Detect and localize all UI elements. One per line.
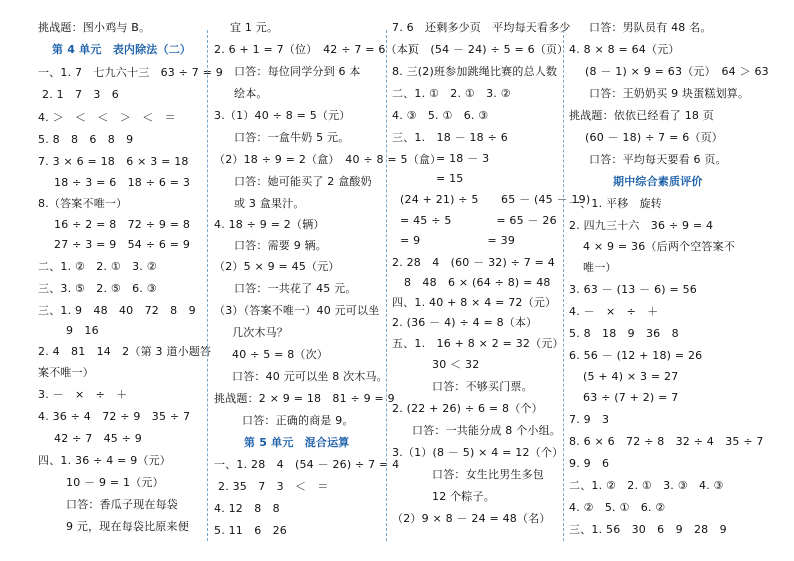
answer-line: 3. － × ÷ ＋	[38, 388, 128, 401]
answer-line: 2. 35 7 3 ＜ ＝	[218, 480, 329, 493]
answer-line: 5. 8 8 6 8 9	[38, 133, 134, 146]
answer-line: 9 元，现在每袋比原来便	[66, 520, 189, 533]
answer-line: 4. 12 8 8	[214, 502, 280, 515]
answer-line: 2. (36 － 4) ÷ 4 = 8（本）	[392, 316, 538, 329]
answer-line: 27 ÷ 3 = 9 54 ÷ 6 = 9	[54, 238, 191, 251]
answer-line: 口答：一盒牛奶 5 元。	[234, 131, 350, 144]
answer-line: 4 × 9 = 36（后两个空答案不	[583, 240, 736, 253]
answer-line: 口答：香瓜子现在每袋	[66, 498, 178, 511]
answer-line: 16 ÷ 2 = 8 72 ÷ 9 = 8	[54, 218, 191, 231]
answer-line: 7. 6 还剩多少页 平均每天看多少	[392, 21, 571, 34]
column-divider	[563, 30, 564, 541]
answer-line: 30 ＜ 32	[432, 358, 480, 371]
answer-line: 3.（1）(8 － 5) × 4 = 12（个）	[392, 446, 564, 459]
answer-line: 4. ＞ ＜ ＜ ＞ ＜ ＝	[38, 111, 176, 124]
answer-line: 口答：平均每天要看 6 页。	[589, 153, 727, 166]
answer-line: 7. 3 × 6 = 18 6 × 3 = 18	[38, 155, 189, 168]
answer-line: 四、1. 40 + 8 × 4 = 72（元）	[392, 296, 557, 309]
answer-line: = 45 ÷ 5 = 65 － 26	[400, 214, 557, 227]
section-heading: 第 5 单元 混合运算	[244, 436, 350, 449]
answer-line: 口答：她可能买了 2 盒酸奶	[234, 175, 372, 188]
answer-line: 5. 8 18 9 36 8	[569, 327, 679, 340]
answer-line: 口答：每位同学分到 6 本	[234, 65, 361, 78]
answer-line: 口答：一共能分成 8 个小组。	[412, 424, 561, 437]
column-divider	[207, 30, 208, 541]
answer-column-1	[38, 0, 224, 561]
answer-line: 二、1. ② 2. ① 3. ③ 4. ③	[569, 479, 724, 492]
answer-line: （2）18 ÷ 9 = 2（盒） 40 ÷ 8 = 5（盒）	[214, 153, 442, 166]
answer-line: 三、3. ⑤ 2. ⑤ 6. ③	[38, 282, 157, 295]
answer-line: 四、1. 36 ÷ 4 = 9（元）	[38, 454, 172, 467]
answer-line: (5 + 4) × 3 = 27	[583, 370, 679, 383]
answer-line: 挑战题：2 × 9 = 18 81 ÷ 9 = 9	[214, 392, 395, 405]
answer-line: 口答：40 元可以坐 8 次木马。	[232, 370, 388, 383]
answer-line: （2）9 × 8 － 24 = 48（名）	[392, 512, 551, 525]
answer-line: 40 ÷ 5 = 8（次）	[232, 348, 329, 361]
answer-line: 2. (22 + 26) ÷ 6 = 8（个）	[392, 402, 543, 415]
answer-line: 口答：王奶奶买 9 块蛋糕划算。	[589, 87, 750, 100]
answer-line: 63 ÷ (7 + 2) = 7	[583, 391, 679, 404]
answer-line: 4. 8 × 8 = 64（元）	[569, 43, 680, 56]
answer-line: 8 48 6 × (64 ÷ 8) = 48	[404, 276, 551, 289]
answer-line: 或 3 盒果汁。	[234, 197, 305, 210]
answer-line: 9 16	[66, 324, 99, 337]
answer-line: 3.（1）40 ÷ 8 = 5（元）	[214, 109, 351, 122]
answer-line: 2. 6 + 1 = 7（位） 42 ÷ 7 = 6（本）	[214, 43, 420, 56]
answer-line: 4. ③ 5. ① 6. ③	[392, 109, 489, 122]
answer-line: 挑战题：图小鸡与 B。	[38, 21, 151, 34]
answer-line: 挑战题：依依已经看了 18 页	[569, 109, 714, 122]
answer-line: 几次木马？	[232, 326, 288, 339]
answer-line: 4. ② 5. ① 6. ②	[569, 501, 666, 514]
section-heading: 期中综合素质评价	[613, 175, 703, 188]
answer-line: 42 ÷ 7 45 ÷ 9	[54, 432, 143, 445]
answer-line: (24 + 21) ÷ 5 65 － (45 － 19)	[400, 193, 591, 206]
answer-line: 5. 11 6 26	[214, 524, 287, 537]
answer-line: 7. 9 3	[569, 413, 610, 426]
answer-line: 口答：不够买门票。	[432, 380, 533, 393]
answer-line: (60 － 18) ÷ 7 = 6（页）	[585, 131, 723, 144]
answer-line: 页 (54 － 24) ÷ 5 = 6（页）	[408, 43, 569, 56]
answer-line: 口答：女生比男生多包	[432, 468, 544, 481]
section-heading: 第 4 单元 表内除法（二）	[52, 43, 192, 56]
answer-line: 8. 三(2)班参加跳绳比赛的总人数	[392, 65, 558, 78]
answer-line: 二、1. ① 2. ① 3. ②	[392, 87, 511, 100]
answer-line: 6. 56 － (12 + 18) = 26	[569, 349, 703, 362]
answer-line: 案不唯一）	[38, 366, 94, 379]
answer-line: 三、1. 56 30 6 9 28 9	[569, 523, 727, 536]
answer-line: （3）（答案不唯一）40 元可以坐	[214, 304, 380, 317]
answer-line: 8. 6 × 6 72 ÷ 8 32 ÷ 4 35 ÷ 7	[569, 435, 764, 448]
answer-line: 绘本。	[234, 87, 268, 100]
answer-line: 4. 18 ÷ 9 = 2（辆）	[214, 218, 325, 231]
answer-line: 2. 28 4 (60 － 32) ÷ 7 = 4	[392, 256, 555, 269]
answer-line: 4. 36 ÷ 4 72 ÷ 9 35 ÷ 7	[38, 410, 191, 423]
answer-line: 10 － 9 = 1（元）	[66, 476, 164, 489]
answer-line: 9. 9 6	[569, 457, 610, 470]
answer-line: 三、1. 9 48 40 72 8 9	[38, 304, 196, 317]
answer-line: (8 － 1) × 9 = 63（元） 64 ＞ 63	[585, 65, 769, 78]
answer-line: 五、1. 16 + 8 × 2 = 32（元）	[392, 337, 564, 350]
answer-line: 一、1. 7 七九六十三 63 ÷ 7 = 9	[38, 66, 224, 79]
answer-line: 一、1. 平移 旋转	[569, 197, 662, 210]
answer-line: 2. 4 81 14 2（第 3 道小题答	[38, 345, 212, 358]
answer-line: = 15	[436, 172, 464, 185]
answer-line: 唯一）	[583, 261, 617, 274]
answer-line: 2. 四九三十六 36 ÷ 9 = 4	[569, 219, 714, 232]
answer-line: 4. － × ÷ ＋	[569, 305, 659, 318]
answer-line: 口答：一共花了 45 元。	[234, 282, 357, 295]
answer-line: 3. 63 － (13 － 6) = 56	[569, 283, 697, 296]
answer-line: 二、1. ② 2. ① 3. ②	[38, 260, 157, 273]
answer-line: 2. 1 7 3 6	[42, 88, 119, 101]
answer-line: 三、1. 18 － 18 ÷ 6	[392, 131, 508, 144]
answer-line: （2）5 × 9 = 45（元）	[214, 260, 340, 273]
answer-line: 口答：正确的商是 9。	[242, 414, 354, 427]
answer-line: 一、1. 28 4 (54 － 26) ÷ 7 = 4	[214, 458, 400, 471]
answer-column-4	[569, 0, 769, 561]
answer-line: 宜 1 元。	[230, 21, 279, 34]
answer-line: 12 个粽子。	[432, 490, 495, 503]
answer-line: 18 ÷ 3 = 6 18 ÷ 6 = 3	[54, 176, 191, 189]
answer-line: 口答：需要 9 辆。	[234, 239, 327, 252]
answer-line: 8.（答案不唯一）	[38, 197, 128, 210]
column-divider	[386, 30, 387, 541]
answer-line: = 9 = 39	[400, 234, 516, 247]
answer-line: 口答：男队员有 48 名。	[589, 21, 712, 34]
answer-line: = 18 － 3	[436, 152, 490, 165]
